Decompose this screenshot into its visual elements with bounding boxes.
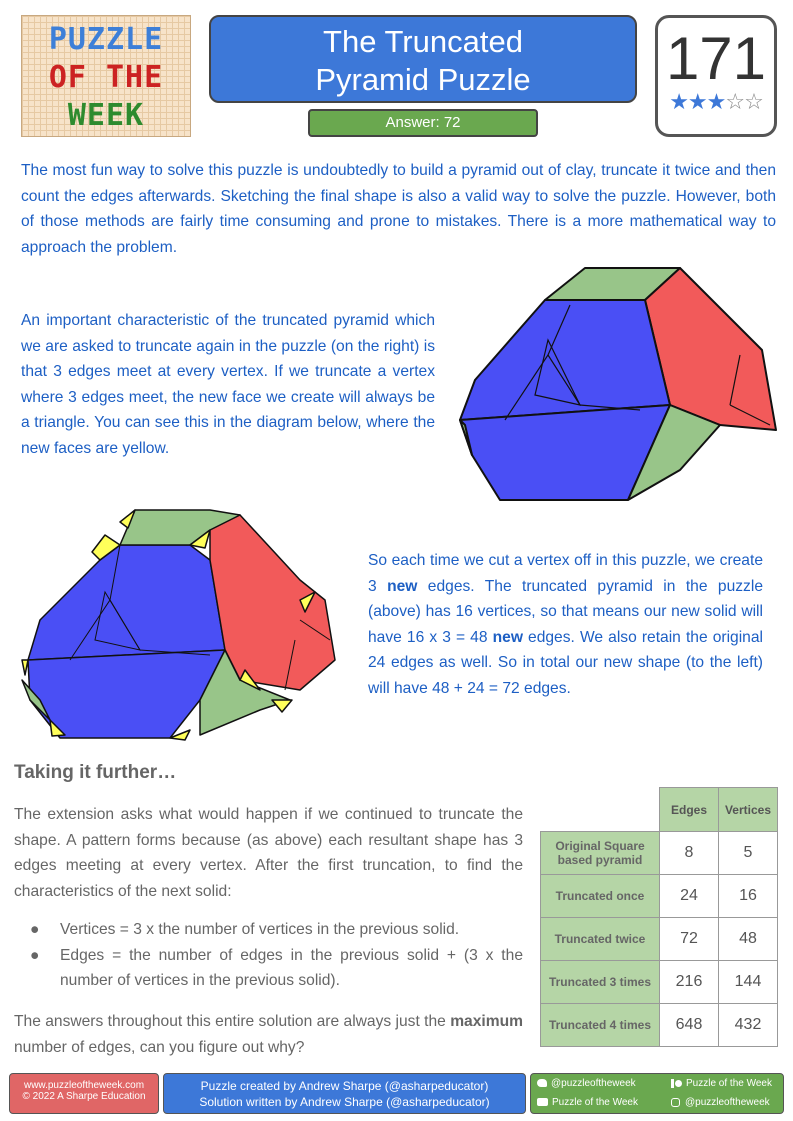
- further-heading: Taking it further…: [14, 762, 177, 783]
- vertices-value: 16: [719, 875, 778, 918]
- face-yellow: [272, 700, 292, 712]
- explain-text-3: edges. We also retain the original 24 edges as well. So in total our new shape (to the left) will have 48 + 24 = 72 edges.: [368, 628, 763, 697]
- footer-site-box: [9, 1073, 159, 1114]
- vertices-value: 144: [719, 961, 778, 1004]
- table-corner: [541, 788, 660, 832]
- youtube-link[interactable]: [537, 1097, 638, 1108]
- vertices-value: 48: [719, 918, 778, 961]
- explain-bold-2: new: [492, 628, 523, 646]
- footer-site-link[interactable]: www.puzzleoftheweek.com: [23, 1080, 145, 1091]
- edges-value: 24: [660, 875, 719, 918]
- list-item: [20, 943, 523, 994]
- title-line-1: The Truncated: [323, 24, 523, 59]
- footer-created-by: Puzzle created by Andrew Sharpe (@asharpeducator): [200, 1079, 489, 1093]
- title-line-2: Pyramid Puzzle: [315, 62, 531, 97]
- header-vertices: Vertices: [719, 788, 778, 832]
- closing-text-2: number of edges, can you figure out why?: [14, 1038, 305, 1056]
- formula-list: [20, 917, 523, 994]
- puzzle-of-the-week-logo: [21, 15, 191, 137]
- patreon-icon: [671, 1079, 674, 1088]
- youtube-name: Puzzle of the Week: [552, 1097, 638, 1108]
- puzzle-number-box: [655, 15, 777, 137]
- row-label: Truncated once: [541, 875, 660, 918]
- answer-badge: Answer: 72: [308, 109, 538, 137]
- row-label: Truncated twice: [541, 918, 660, 961]
- difficulty-stars: [658, 92, 774, 114]
- edges-value: 72: [660, 918, 719, 961]
- footer-copyright: © 2022 A Sharpe Education: [22, 1091, 146, 1102]
- bullet-edges: Edges = the number of edges in the previous solid + (3 x the number of vertices in the previous solid).: [60, 946, 523, 989]
- truncated-pyramid-diagram: [455, 262, 780, 505]
- further-paragraph: The extension asks what would happen if we continued to truncate the shape. A pattern forms because (as above) each resultant shape has 3 edges meeting at every vertex. After the first truncation, to find the characteristics of the next solid:: [14, 806, 523, 900]
- twice-truncated-diagram: [20, 505, 338, 743]
- logo-line-3: WEEK: [67, 98, 145, 133]
- edges-value: 216: [660, 961, 719, 1004]
- logo-line-1: PUZZLE: [48, 22, 164, 57]
- logo-line-2-text: OF THE: [48, 60, 164, 95]
- footer-credits-box: [163, 1073, 526, 1114]
- table-row: [541, 875, 778, 918]
- table-row: [541, 832, 778, 875]
- face-blue: [28, 545, 225, 660]
- table-row: [541, 1004, 778, 1047]
- footer-social-box: [530, 1073, 784, 1114]
- instagram-handle: @puzzleoftheweek: [685, 1097, 770, 1108]
- closing-paragraph: [14, 1009, 523, 1060]
- closing-bold: maximum: [450, 1013, 523, 1030]
- patreon-icon-dot: [675, 1080, 682, 1087]
- table-header-row: [541, 788, 778, 832]
- face-yellow: [22, 660, 28, 675]
- closing-text-1: The answers throughout this entire solution are always just the: [14, 1013, 451, 1030]
- instagram-link[interactable]: [671, 1097, 770, 1108]
- face-blue-lower: [28, 650, 225, 738]
- table-row: [541, 918, 778, 961]
- truncation-table: [540, 787, 778, 1047]
- footer-solution-by: Solution written by Andrew Sharpe (@asharpeducator): [199, 1095, 490, 1109]
- edges-value: 648: [660, 1004, 719, 1047]
- explain-bold-1: new: [387, 577, 418, 595]
- bullet-icon: ●: [30, 921, 40, 938]
- row-label: Original Square based pyramid: [541, 832, 660, 875]
- instagram-icon: [671, 1098, 680, 1107]
- list-item: [20, 917, 523, 943]
- characteristic-paragraph: An important characteristic of the truncated pyramid which we are asked to truncate again in the puzzle (on the right) is that 3 edges meet at every vertex. If we truncate a vertex where 3 edges meet, the new face we create will always be a triangle. You can see this in the diagram below, where the new faces are yellow.: [21, 312, 435, 457]
- patreon-link[interactable]: [671, 1078, 772, 1089]
- intro-paragraph: The most fun way to solve this puzzle is undoubtedly to build a pyramid out of clay, truncate it twice and then count the edges afterwards. Sketching the final shape is also a valid way to solve the puzzle. However, both of those methods are fairly time consuming and prone to mistakes. There is a more mathematical way to approach the problem.: [21, 162, 776, 256]
- row-label: Truncated 4 times: [541, 1004, 660, 1047]
- bullet-vertices: Vertices = 3 x the number of vertices in the previous solid.: [60, 921, 460, 938]
- vertices-value: 432: [719, 1004, 778, 1047]
- table-row: [541, 961, 778, 1004]
- twitter-handle: @puzzleoftheweek: [551, 1078, 636, 1089]
- twitter-icon: [537, 1079, 547, 1087]
- explanation-paragraph: [368, 548, 763, 701]
- patreon-name: Puzzle of the Week: [686, 1078, 772, 1089]
- explain-text-1: So each time we cut a vertex off in this puzzle, we create 3: [368, 552, 763, 595]
- explain-text-2: edges. The truncated pyramid in the puzzle (above) has 16 vertices, so that means our new solid will have 16 x 3 = 48: [368, 577, 763, 646]
- empty-star-icon: ☆☆: [725, 90, 763, 115]
- logo-line-2: [22, 60, 190, 95]
- bullet-icon: ●: [30, 946, 40, 964]
- puzzle-number: 171: [665, 25, 767, 92]
- header-edges: Edges: [660, 788, 719, 832]
- row-label: Truncated 3 times: [541, 961, 660, 1004]
- vertices-value: 5: [719, 832, 778, 875]
- edges-value: 8: [660, 832, 719, 875]
- twitter-link[interactable]: [537, 1078, 636, 1089]
- youtube-icon: [537, 1098, 548, 1106]
- title-banner: [209, 15, 637, 103]
- filled-star-icon: ★★★: [669, 90, 726, 115]
